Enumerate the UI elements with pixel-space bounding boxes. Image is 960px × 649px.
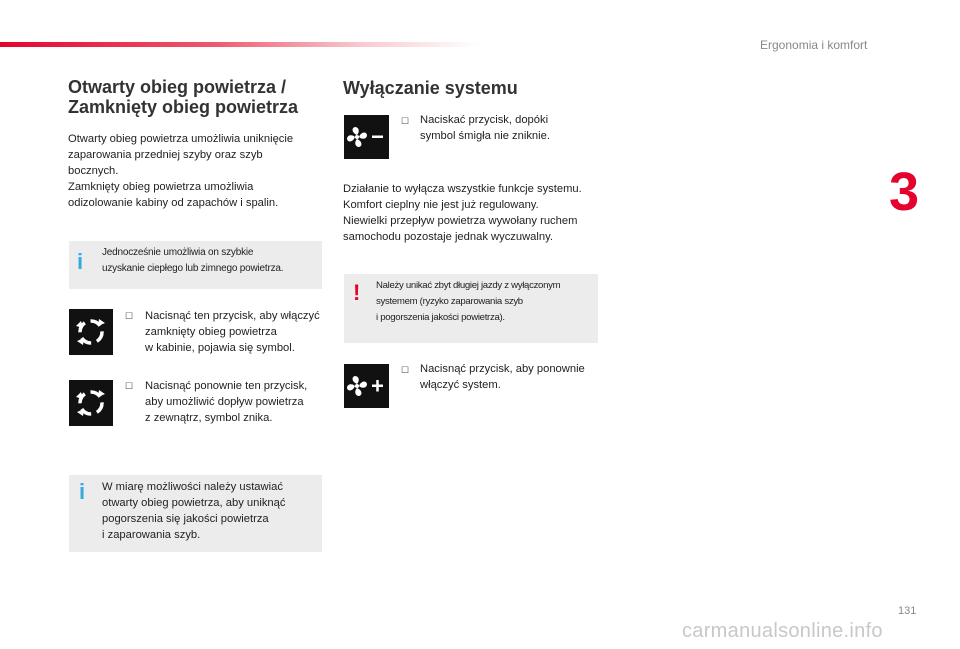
info-icon: i [79,479,86,504]
text-line: Należy unikać zbyt długiej jazdy z wyłączonym [376,280,561,291]
text-line: Naciskać przycisk, dopóki [420,114,549,126]
text-line: i zaparowania szyb. [102,529,201,541]
section-title-left [68,77,298,117]
text-line: włączyć system. [420,379,501,391]
recirculation-icon [69,380,113,426]
text-line: symbol śmigła nie zniknie. [420,130,550,142]
checkbox-bullet-icon: ☐ [125,381,134,391]
text-line: systemem (ryzyko zaparowania szyb [376,296,523,307]
chapter-title: Ergonomia i komfort [760,38,868,52]
chapter-number: 3 [889,162,920,222]
fan-plus-icon [344,364,389,408]
text-line: Jednocześnie umożliwia on szybkie [102,247,254,258]
text-line: Komfort cieplny nie jest już regulowany. [343,199,539,211]
text-line: W miarę możliwości należy ustawiać [102,481,283,493]
text-line: samochodu pozostaje jednak wyczuwalny. [343,231,553,243]
text-line: Nacisnąć ponownie ten przycisk, [145,380,308,392]
recirculation-button-image [69,309,113,355]
text-line: Działanie to wyłącza wszystkie funkcje systemu. [343,183,582,195]
recirculation-button-image [69,380,113,426]
warning-text [376,278,560,326]
warning-box [344,274,598,343]
page-number: 131 [898,605,917,617]
step-text [145,308,330,356]
info-text [102,479,285,543]
text-line: zaparowania przedniej szyby oraz szyb [68,149,263,161]
header-accent-bar [0,42,480,47]
step-text [420,112,600,144]
text-line: i pogorszenia jakości powietrza). [376,312,505,323]
text-line: otwarty obieg powietrza, aby uniknąć [102,497,286,509]
text-line: Zamknięty obieg powietrza umożliwia [68,181,254,193]
text-line: Nacisnąć ten przycisk, aby włączyć [145,310,320,322]
exclamation-icon: ! [353,280,361,305]
text-line: zamknięty obieg powietrza [145,326,277,338]
fan-plus-button-image [344,364,389,408]
recirculation-icon [69,309,113,355]
step-text [145,378,330,426]
fan-minus-button-image [344,115,389,159]
text-line: Niewielki przepływ powietrza wywołany ruchem [343,215,578,227]
body-paragraph [343,181,603,245]
checkbox-bullet-icon: ☐ [125,311,134,321]
info-box [69,241,322,289]
text-line: z zewnątrz, symbol znika. [145,412,273,424]
watermark: carmanualsonline.info [682,620,883,642]
text-line: w kabinie, pojawia się symbol. [145,342,295,354]
text-line: pogorszenia się jakości powietrza [102,513,269,525]
intro-paragraph [68,131,328,211]
info-box [69,475,322,552]
text-line: Otwarty obieg powietrza umożliwia uniknięcie [68,133,294,145]
text-line: bocznych. [68,165,119,177]
checkbox-bullet-icon: ☐ [401,365,410,375]
fan-minus-icon [344,115,389,159]
step-text [420,361,605,393]
text-line: aby umożliwić dopływ powietrza [145,396,304,408]
text-line: uzyskanie ciepłego lub zimnego powietrza. [102,263,284,274]
checkbox-bullet-icon: ☐ [401,116,410,126]
section-title-right: Wyłączanie systemu [343,78,518,98]
title-line: Zamknięty obieg powietrza [68,97,299,117]
text-line: odizolowanie kabiny od zapachów i spalin. [68,197,279,209]
info-icon: i [77,249,84,274]
info-text [102,245,283,277]
text-line: Nacisnąć przycisk, aby ponownie [420,363,585,375]
title-line: Otwarty obieg powietrza / [68,77,287,97]
